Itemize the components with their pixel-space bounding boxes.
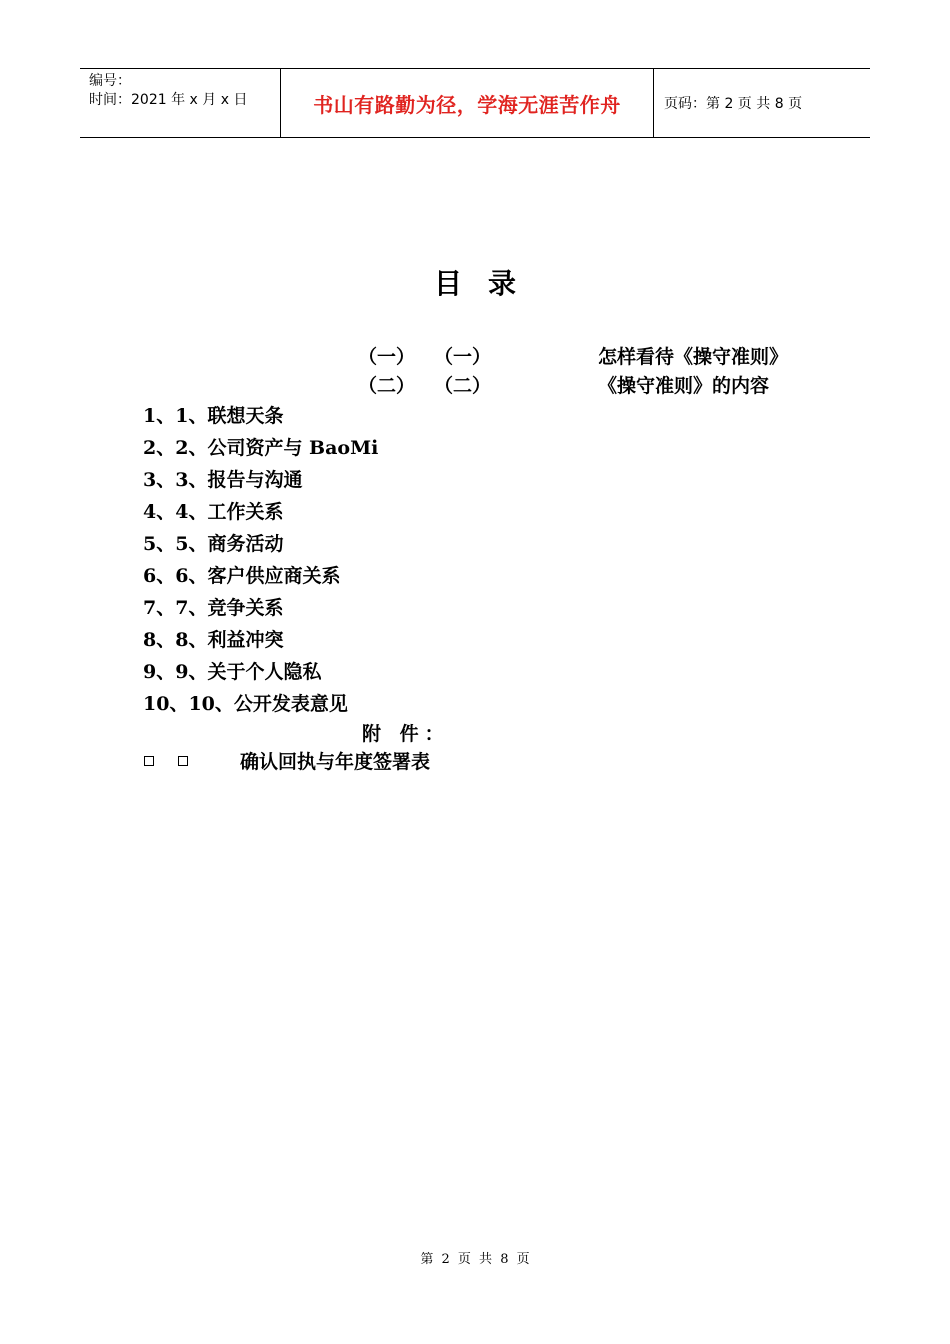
toc-item: 1、1、联想天条: [143, 405, 284, 427]
time-label: 时间：2021 年 x 月 x 日: [89, 92, 248, 108]
toc-item: 2、2、公司资产与 BaoMi: [143, 437, 379, 459]
toc-item: 10、10、公开发表意见: [143, 693, 348, 715]
toc-item: 8、8、利益冲突: [143, 629, 284, 651]
section-title: 《操守准则》的内容: [598, 375, 770, 397]
checkbox-square-icon: [144, 756, 154, 766]
motto-text: 书山有路勤为径，学海无涯苦作舟: [313, 92, 621, 117]
toc-item: 3、3、报告与沟通: [143, 469, 303, 491]
number-label: 编号：: [89, 73, 131, 89]
toc-item: 9、9、关于个人隐私: [143, 661, 322, 683]
header-motto-cell: [281, 69, 654, 137]
section-title: 怎样看待《操守准则》: [598, 346, 789, 368]
header-meta-cell: [80, 69, 281, 137]
toc-item: 6、6、客户供应商关系: [143, 565, 341, 587]
checkbox-square-icon: [178, 756, 188, 766]
header-page-cell: [654, 69, 870, 137]
toc-item: 5、5、商务活动: [143, 533, 284, 555]
toc-item: 4、4、工作关系: [143, 501, 284, 523]
section-number-b: （一）: [434, 346, 492, 368]
section-number-b: （二）: [434, 375, 492, 397]
attachment-label: 附 件：: [362, 723, 450, 745]
section-number-a: （二）: [358, 375, 416, 397]
section-number-a: （一）: [358, 346, 416, 368]
page-info: 页码：第 2 页 共 8 页: [664, 96, 803, 112]
toc-item: 7、7、竞争关系: [143, 597, 284, 619]
attachment-item: 确认回执与年度签署表: [240, 751, 431, 773]
page-footer: 第 2 页 共 8 页: [420, 1252, 530, 1267]
toc-title: 目录: [433, 267, 542, 300]
document-header: [80, 68, 870, 138]
